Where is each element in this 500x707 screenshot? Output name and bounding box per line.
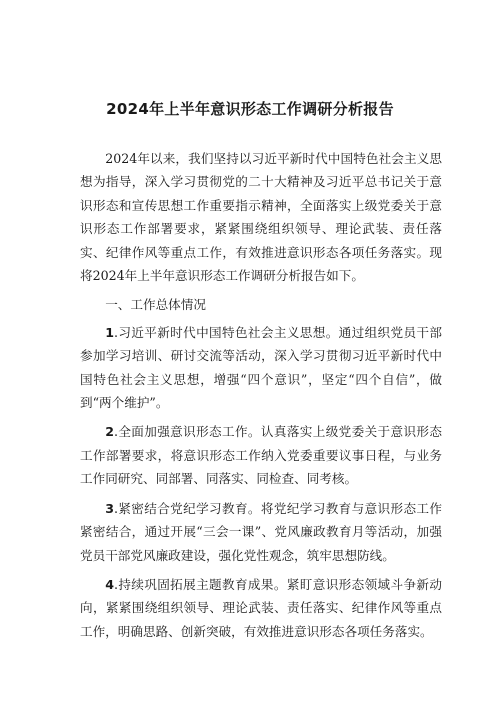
document-body [80, 147, 442, 649]
item-number: 3 [105, 500, 114, 516]
item-number: 4 [105, 576, 114, 592]
item-number: 1 [105, 324, 114, 340]
section-heading: 一、工作总体情况 [105, 297, 206, 313]
list-item [80, 321, 442, 415]
item-text: .紧密结合党纪学习教育。将党纪学习教育与意识形态工作紧密结合，通过开展“三会一课”、党风廉政教育月等活动，加强党员干部党风廉政建设，强化党性观念，筑牢思想防线。 [80, 500, 442, 563]
list-item [80, 573, 442, 643]
item-text: .持续巩固拓展主题教育成果。紧盯意识形态领域斗争新动向，紧紧围绕组织领导、理论武装、责任落实、纪律作风等重点工作，明确思路、创新突破，有效推进意识形态各项任务落实。 [80, 576, 442, 639]
item-text: .习近平新时代中国特色社会主义思想。通过组织党员干部参加学习培训、研讨交流等活动，深入学习贯彻习近平新时代中国特色社会主义思想，增强“四个意识”，坚定“四个自信”，做到“两个维护”。 [80, 324, 442, 411]
item-text: .全面加强意识形态工作。认真落实上级党委关于意识形态工作部署要求，将意识形态工作纳入党委重要议事日程，与业务工作同研究、同部署、同落实、同检查、同考核。 [80, 424, 442, 487]
list-item [80, 420, 442, 490]
intro-paragraph: 2024年以来，我们坚持以习近平新时代中国特色社会主义思想为指导，深入学习贯彻党的二十大精神及习近平总书记关于意识形态和宣传思想工作重要指示精神，全面落实上级党委关于意识形态工作部署要求，紧紧围绕组织领导、理论武装、责任落实、纪律作风等重点工作，有效推进意识形态各项任务落实。现将2024年上半年意识形态工作调研分析报告如下。 [80, 151, 442, 284]
list-item [80, 497, 442, 567]
item-number: 2 [105, 424, 114, 440]
document-title: 2024年上半年意识形态工作调研分析报告 [106, 100, 394, 118]
